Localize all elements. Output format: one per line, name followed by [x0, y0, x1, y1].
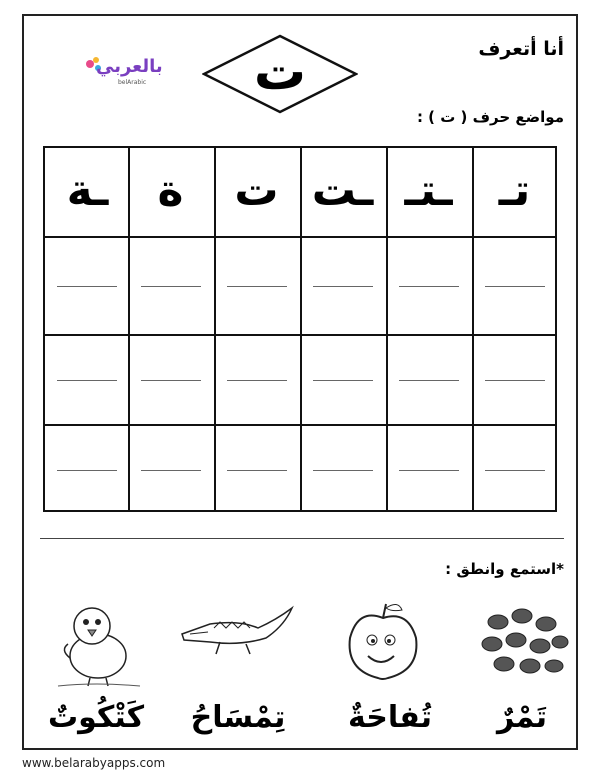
writing-line	[57, 470, 117, 471]
writing-line	[313, 470, 373, 471]
writing-line	[399, 380, 459, 381]
position-final: ـت	[311, 165, 374, 216]
writing-line	[227, 286, 287, 287]
letter-positions-label: مواضع حرف ( ت ) :	[416, 108, 564, 126]
word-crocodile: تِمْسَاحُ	[190, 700, 286, 735]
word-chick: كَتْكُوتٌ	[47, 700, 145, 735]
word-apple: تُفاحَةٌ	[348, 700, 432, 735]
writing-line	[485, 380, 545, 381]
writing-line	[141, 470, 201, 471]
writing-line	[227, 470, 287, 471]
writing-line	[57, 380, 117, 381]
writing-line	[313, 286, 373, 287]
logo-word: بالعربي	[96, 56, 163, 77]
position-initial: تـ	[498, 165, 531, 216]
writing-line	[313, 380, 373, 381]
listen-speak-label: *استمع وانطق :	[445, 560, 564, 578]
page-title: أنا أتعرف	[478, 38, 564, 60]
logo-subtitle: belArabic	[118, 79, 147, 86]
featured-letter: ت	[253, 42, 307, 102]
writing-line	[227, 380, 287, 381]
writing-line	[485, 470, 545, 471]
writing-line	[141, 380, 201, 381]
footer-url[interactable]: www.belarabyapps.com	[22, 756, 166, 770]
writing-line	[485, 286, 545, 287]
writing-line	[399, 286, 459, 287]
writing-line	[399, 470, 459, 471]
chick-icon	[40, 598, 150, 690]
dates-icon	[468, 598, 578, 690]
writing-line	[141, 286, 201, 287]
position-isolated: ت	[234, 165, 279, 216]
crocodile-icon	[180, 598, 298, 690]
section-divider	[40, 538, 564, 539]
position-taa-marbuta: ة	[157, 165, 184, 216]
apple-icon	[328, 598, 438, 690]
word-dates: تَمْرٌ	[496, 700, 548, 735]
writing-line	[57, 286, 117, 287]
position-taa-marbuta-connected: ـة	[66, 165, 109, 216]
letter-positions-grid	[43, 146, 557, 512]
logo-text	[96, 56, 163, 77]
position-medial: ـتـ	[404, 165, 453, 216]
